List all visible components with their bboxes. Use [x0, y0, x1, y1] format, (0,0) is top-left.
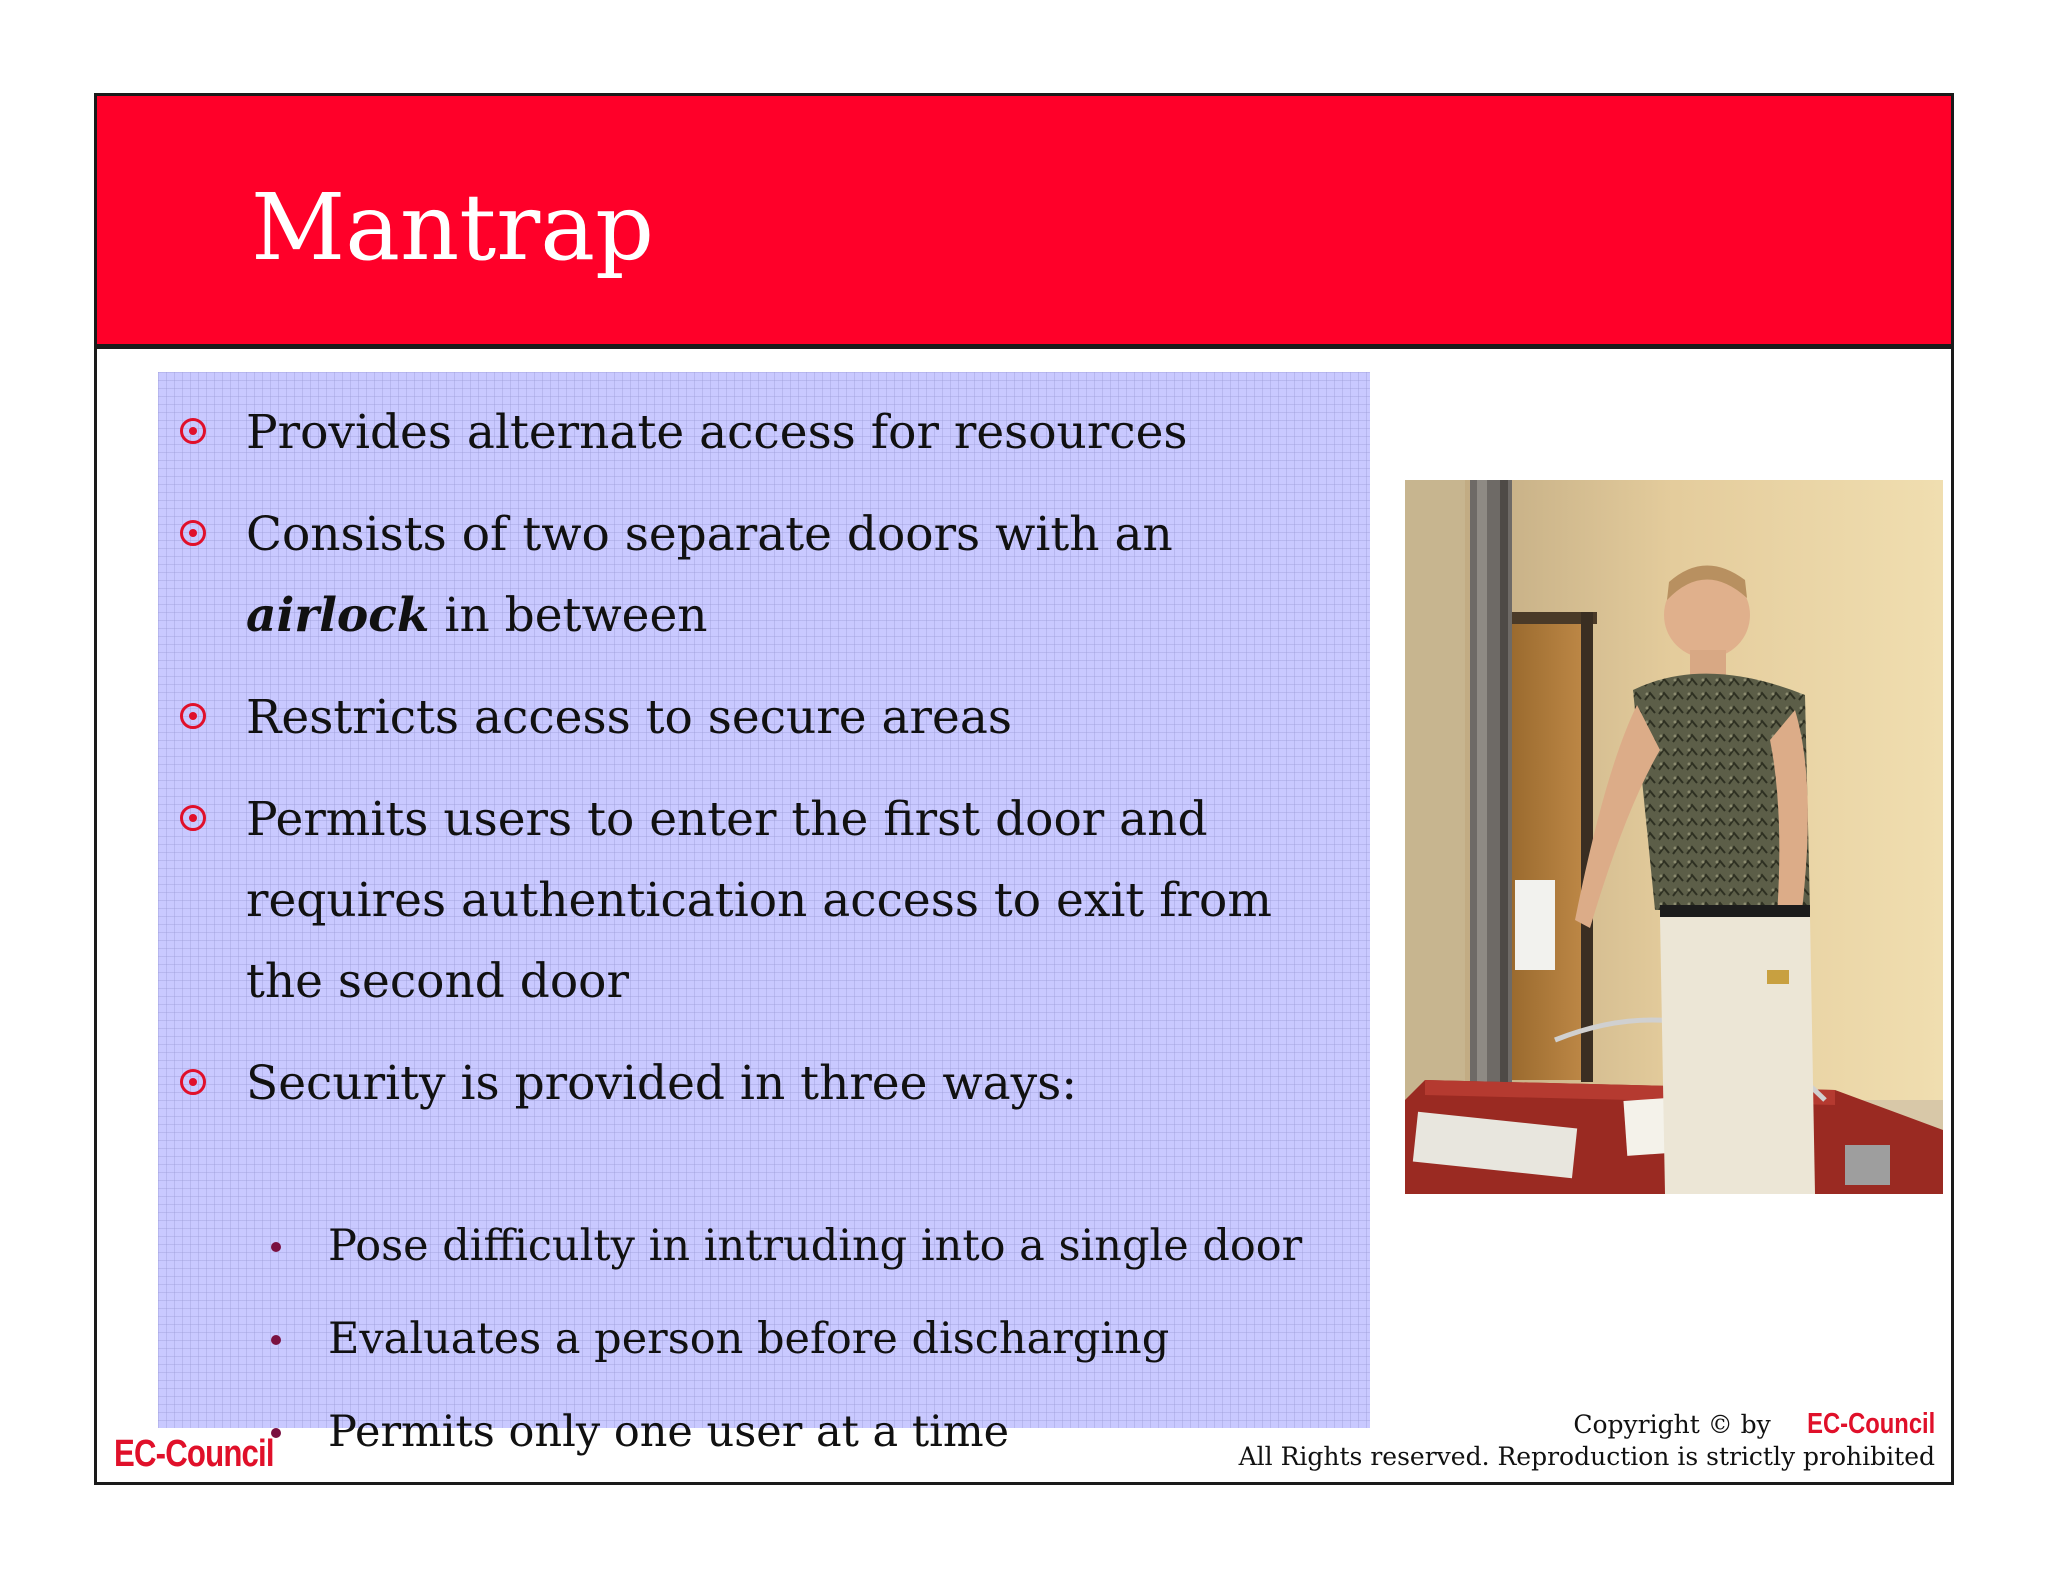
sub-bullet-item — [158, 1216, 1370, 1276]
mantrap-photo — [1405, 480, 1943, 1194]
bullet-item — [158, 392, 1370, 473]
dot-bullet-icon — [271, 1242, 281, 1252]
sub-bullet-text: Permits only one user at a time — [328, 1407, 1010, 1457]
sub-bullet-list — [158, 1216, 1370, 1495]
slide-title: Mantrap — [251, 174, 654, 281]
target-bullet-icon — [180, 703, 206, 729]
bullet-list — [158, 392, 1370, 1145]
target-bullet-icon — [180, 1069, 206, 1095]
bullet-item — [158, 677, 1370, 758]
bullet-text: Security is provided in three ways: — [246, 1056, 1078, 1111]
content-panel — [158, 372, 1370, 1457]
target-bullet-icon — [180, 418, 206, 444]
title-bar — [97, 96, 1951, 349]
ec-council-logo: EC-Council — [114, 1433, 274, 1475]
dot-bullet-icon — [271, 1335, 281, 1345]
bullet-text: Permits users to enter the first door and requires authentication access to exit from the second door — [246, 792, 1272, 1009]
copyright-notice — [1239, 1408, 1935, 1473]
bullet-item — [158, 494, 1370, 656]
target-bullet-icon — [180, 520, 206, 546]
sub-bullet-text: Pose difficulty in intruding into a single door — [328, 1221, 1303, 1271]
copyright-line — [1239, 1408, 1935, 1441]
bullet-text: in between — [429, 588, 708, 643]
sub-bullet-item — [158, 1402, 1370, 1462]
sub-bullet-text: Evaluates a person before discharging — [328, 1314, 1170, 1364]
slide — [94, 93, 1954, 1485]
bullet-text: Restricts access to secure areas — [246, 690, 1012, 745]
bullet-item — [158, 779, 1370, 1022]
copyright-brand: EC-Council — [1806, 1408, 1935, 1440]
bullet-item — [158, 1043, 1370, 1124]
target-bullet-icon — [180, 805, 206, 831]
bullet-text: Consists of two separate doors with an — [246, 507, 1173, 562]
bullet-text: Provides alternate access for resources — [246, 405, 1188, 460]
copyright-prefix: Copyright © by — [1573, 1410, 1779, 1439]
sub-bullet-item — [158, 1309, 1370, 1369]
bullet-emphasis: airlock — [246, 588, 430, 643]
rights-line: All Rights reserved. Reproduction is strictly prohibited — [1238, 1442, 1935, 1471]
